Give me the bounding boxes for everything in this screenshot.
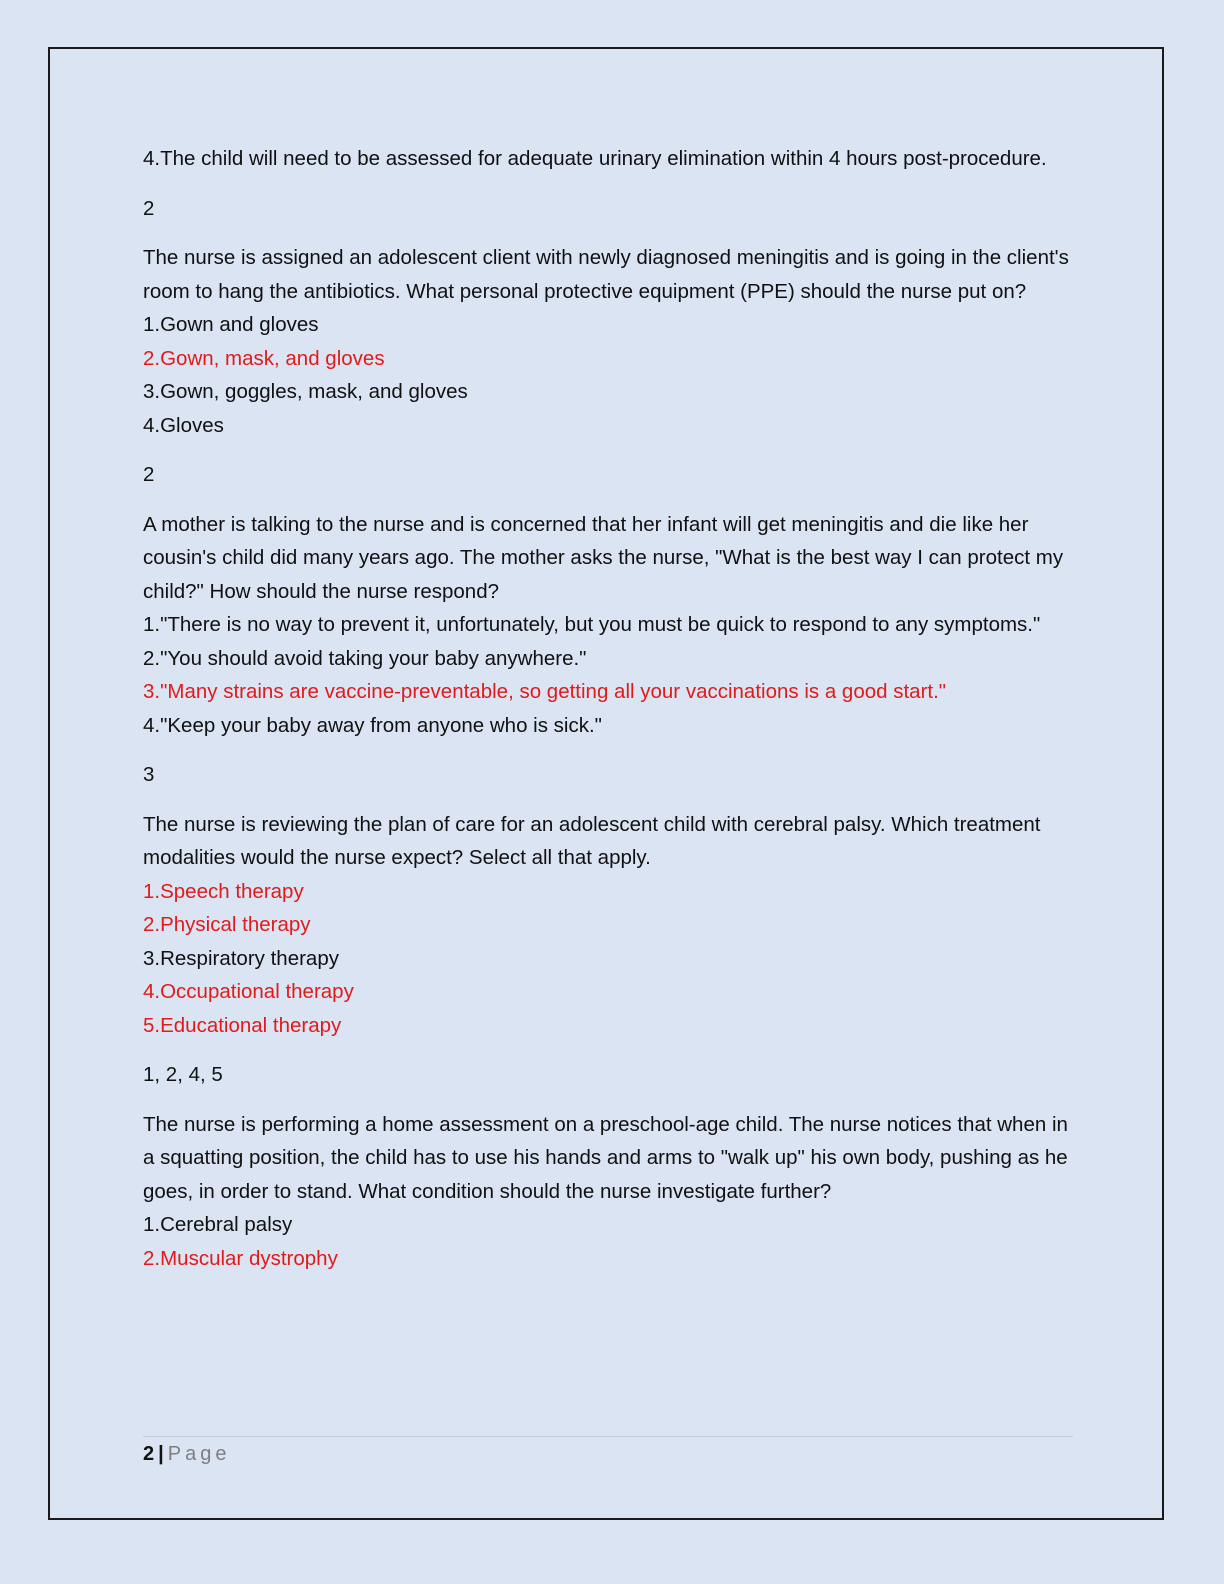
question-meningitis-prevention — [143, 508, 1078, 743]
option-3: 3.Gown, goggles, mask, and gloves — [143, 380, 468, 403]
question-cerebral-palsy — [143, 808, 1078, 1043]
page-footer — [143, 1440, 230, 1468]
option-4: 4.Gloves — [143, 413, 224, 437]
footer-divider — [143, 1436, 1073, 1437]
option-5-correct: 5.Educational therapy — [143, 1013, 342, 1037]
answer-text: 2 — [143, 463, 155, 486]
page-label: Page — [167, 1443, 231, 1465]
option-2: 2."You should avoid taking your baby anywhere." — [143, 646, 587, 670]
question-stem: The nurse is performing a home assessment on a preschool-age child. The nurse notices that when in a squatting position, the child has to use his hands and arms to "walk up" his own body, pushing as he goes, in order to stand. What condition should the nurse investigate further? — [143, 1112, 1068, 1203]
option-3-correct: 3."Many strains are vaccine-preventable, so getting all your vaccinations is a good start." — [143, 680, 947, 703]
question-ppe — [143, 241, 1078, 442]
previous-answer — [143, 192, 1078, 226]
option-1-correct: 1.Speech therapy — [143, 879, 304, 903]
option-1: 1.Gown and gloves — [143, 313, 319, 336]
page-number: 2 — [143, 1443, 155, 1465]
option-2-correct: 2.Physical therapy — [143, 913, 311, 936]
option-4: 4."Keep your baby away from anyone who is sick." — [143, 713, 602, 737]
answer-ppe — [143, 458, 1078, 492]
option-3: 3.Respiratory therapy — [143, 946, 339, 970]
answer-meningitis-prevention — [143, 758, 1078, 792]
question-stem: The nurse is reviewing the plan of care for an adolescent child with cerebral palsy. Which treatment modalities would the nurse expect? Select all that apply. — [143, 812, 1041, 869]
option-4-correct: 4.Occupational therapy — [143, 980, 354, 1003]
question-gowers-sign — [143, 1108, 1078, 1276]
answer-text: 2 — [143, 196, 155, 220]
question-stem: A mother is talking to the nurse and is concerned that her infant will get meningitis and die like her cousin's child did many years ago. The mother asks the nurse, "What is the best way I can protect my child?" How should the nurse respond? — [143, 512, 1064, 603]
option-1: 1.Cerebral palsy — [143, 1213, 293, 1236]
option-2-correct: 2.Gown, mask, and gloves — [143, 346, 385, 370]
footer-separator: | — [158, 1443, 164, 1465]
document-body — [143, 142, 1078, 1291]
answer-text: 1, 2, 4, 5 — [143, 1063, 223, 1086]
question-stem: The nurse is assigned an adolescent client with newly diagnosed meningitis and is going in the client's room to hang the antibiotics. What personal protective equipment (PPE) should the nurse put on? — [143, 246, 1069, 303]
previous-question-tail — [143, 142, 1078, 176]
answer-text: 3 — [143, 763, 155, 786]
option-1: 1."There is no way to prevent it, unfortunately, but you must be quick to respond to any symptoms." — [143, 613, 1041, 636]
previous-option-4: 4.The child will need to be assessed for adequate urinary elimination within 4 hours post-procedure. — [143, 147, 1047, 170]
option-2-correct: 2.Muscular dystrophy — [143, 1246, 338, 1270]
answer-cerebral-palsy — [143, 1058, 1078, 1092]
